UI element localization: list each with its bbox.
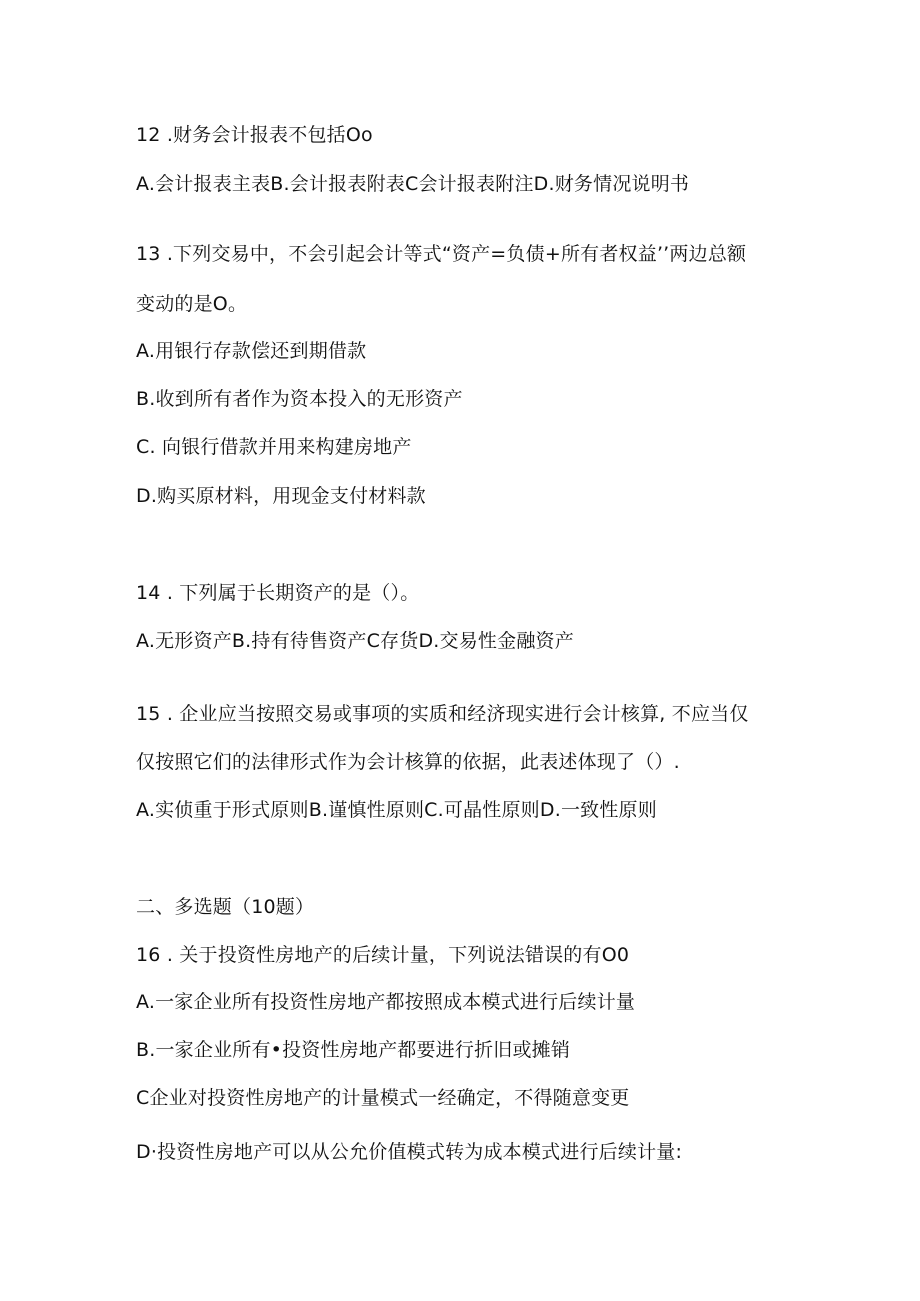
question-14-options: A.无形资产B.持有待售资产C存货D.交易性金融资产 (136, 630, 574, 652)
question-12-stem: 12 .财务会计报表不包括Oo (136, 124, 373, 146)
question-13-stem-line-1: 13 .下列交易中，不会引起会计等式“资产=负债+所有者权益’’两边总额 (136, 243, 747, 265)
question-16-option-a: A.一家企业所有投资性房地产都按照成本模式进行后续计量 (136, 991, 636, 1013)
question-15-stem-line-2: 仅按照它们的法律形式作为会计核算的依据，此表述体现了（）. (136, 751, 680, 773)
question-15-stem-line-1: 15 . 企业应当按照交易或事项的实质和经济现实进行会计核算, 不应当仅 (136, 703, 749, 725)
question-13-option-c: C. 向银行借款并用来构建房地产 (136, 436, 412, 458)
question-15-options: A.实侦重于形式原则B.谨慎性原则C.可晶性原则D.一致性原则 (136, 799, 657, 821)
question-16-option-b: B.一家企业所有•投资性房地产都要进行折旧或摊销 (136, 1039, 571, 1061)
question-12-options: A.会计报表主表B.会计报表附表C会计报表附注D.财务情况说明书 (136, 173, 690, 195)
section-heading-multiple-choice: 二、多选题（10题） (136, 896, 315, 918)
question-13-option-d: D.购买原材料，用现金支付材料款 (136, 485, 426, 507)
question-16-stem: 16 . 关于投资性房地产的后续计量，下列说法错误的有O0 (136, 944, 630, 966)
question-13-stem-line-2: 变动的是O。 (136, 293, 248, 315)
question-13-option-b: B.收到所有者作为资本投入的无形资产 (136, 388, 463, 410)
question-14-stem: 14 . 下列属于长期资产的是（）。 (136, 582, 420, 604)
question-16-option-c: C企业对投资性房地产的计量模式一经确定，不得随意变更 (136, 1087, 630, 1109)
question-16-option-d: D·投资性房地产可以从公允价值模式转为成本模式进行后续计量: (136, 1141, 683, 1163)
question-13-option-a: A.用银行存款偿还到期借款 (136, 340, 367, 362)
